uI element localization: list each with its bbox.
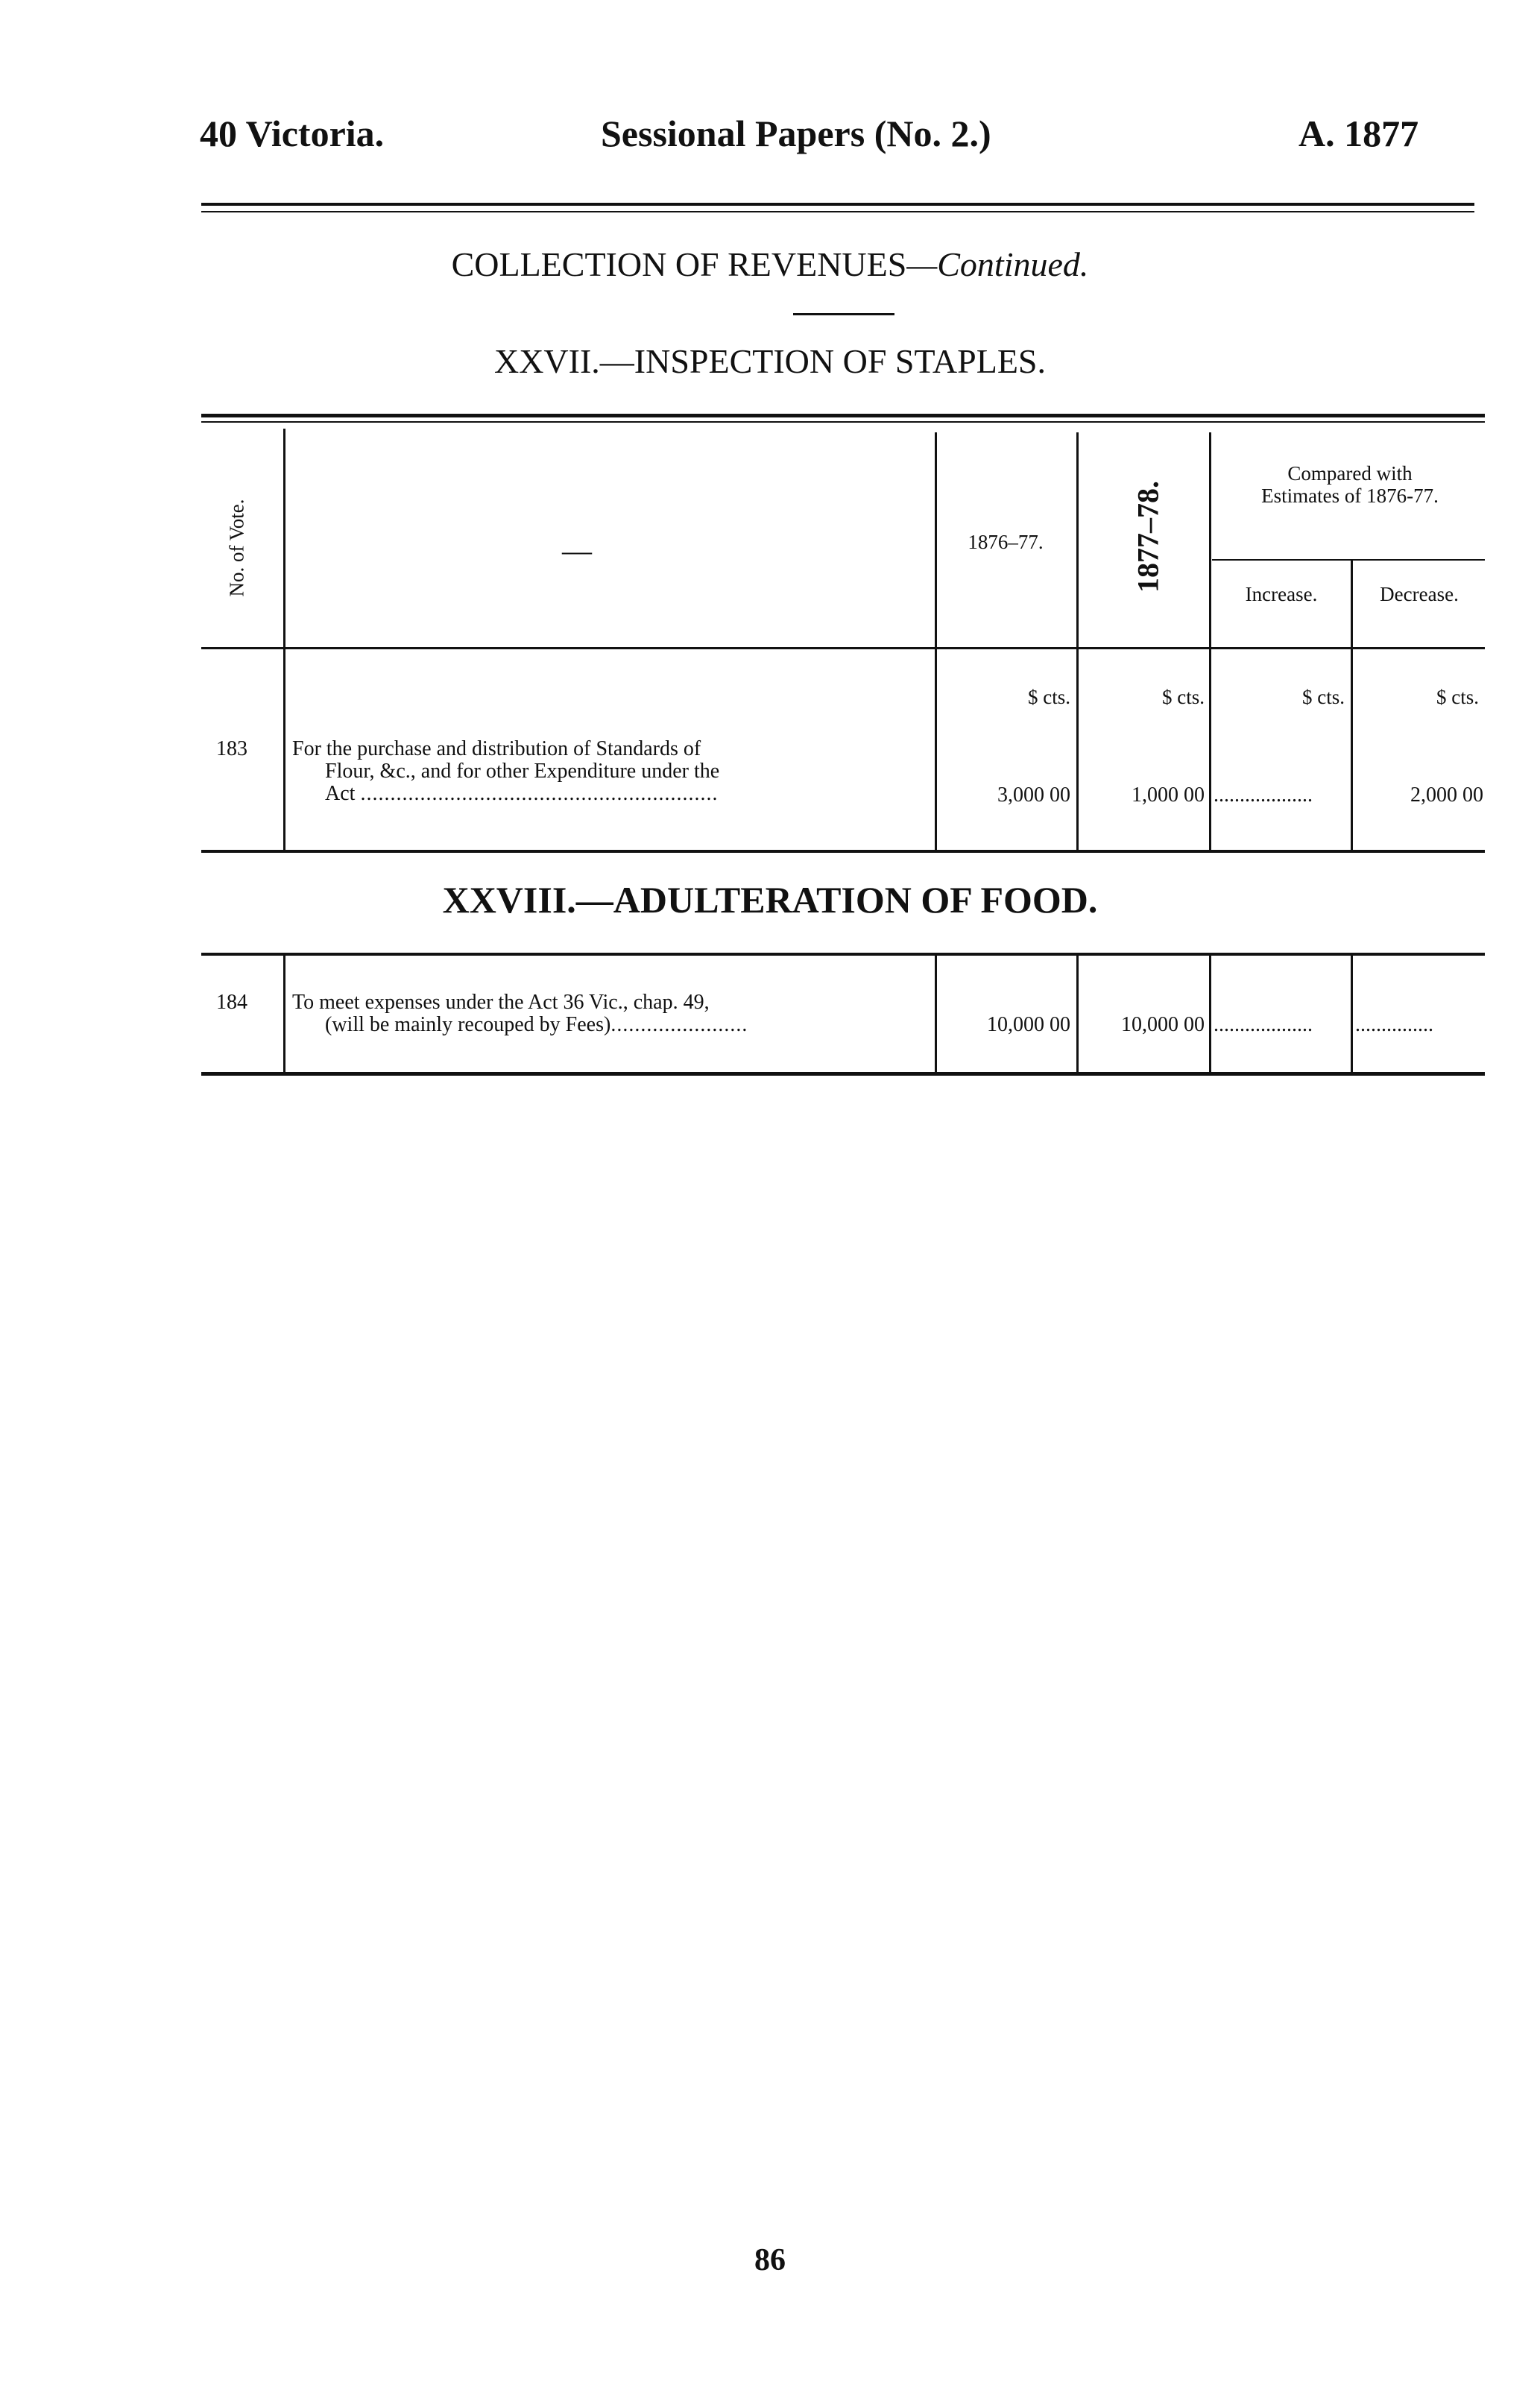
dot-leader: ............................................................ (360, 783, 719, 805)
page-number: 86 (754, 2243, 786, 2277)
unit-decrease: $ cts. (1436, 686, 1479, 708)
unit-increase: $ cts. (1302, 686, 1345, 708)
vote-number-header (222, 462, 252, 634)
year-prev-header: 1876–77. (968, 531, 1044, 553)
year-current-label: 1877–78. (1131, 481, 1165, 593)
row-184-text: (will be mainly recouped by Fees) (325, 1014, 611, 1036)
year-current-header (1111, 455, 1185, 619)
row-183-decrease: 2,000 00 (1410, 783, 1483, 807)
vote-number-header-label: No. of Vote. (225, 499, 248, 597)
decrease-header: Decrease. (1380, 583, 1459, 605)
table2-col-line (1351, 956, 1353, 1072)
row-183-line-3 (292, 783, 930, 805)
row-184-description (292, 991, 930, 1036)
section-title-food: XXVIII.—ADULTERATION OF FOOD. (442, 879, 1098, 921)
table2-col-line (1076, 956, 1079, 1072)
header-rule-thin (201, 211, 1474, 212)
row-183-description (292, 738, 930, 805)
header-session: 40 Victoria. (200, 113, 385, 154)
compared-line-1: Compared with (1287, 462, 1413, 485)
dot-leader: ....................... (610, 1014, 748, 1036)
row-183-curr-amount: 1,000 00 (1132, 783, 1205, 807)
table2-bottom-rule (201, 1072, 1485, 1076)
row-184-prev-amount: 10,000 00 (987, 1013, 1070, 1036)
row-184-increase: ................... (1214, 1014, 1313, 1036)
heading-separator (793, 313, 894, 315)
compared-under-rule (1212, 559, 1485, 561)
compared-header (1212, 462, 1488, 507)
row-184-curr-amount: 10,000 00 (1121, 1013, 1205, 1036)
increase-header: Increase. (1245, 583, 1318, 605)
compared-line-2: Estimates of 1876-77. (1261, 485, 1439, 507)
section-title-staples: XXVII.—INSPECTION OF STAPLES. (493, 342, 1047, 380)
table1-col-line (1076, 432, 1079, 850)
table1-top-rule (201, 414, 1485, 417)
table2-top-rule (201, 953, 1485, 956)
table1-bottom-rule (201, 850, 1485, 853)
header-title: Sessional Papers (No. 2.) (601, 113, 991, 154)
table1-col-line (283, 429, 285, 850)
row-184-line-2 (292, 1014, 930, 1036)
table1-top-rule-thin (201, 421, 1485, 423)
header-year: A. 1877 (1298, 113, 1419, 154)
unit-curr: $ cts. (1162, 686, 1205, 708)
vote-number-184: 184 (216, 991, 247, 1014)
header-rule-thick (201, 203, 1474, 206)
table1-header-rule (201, 647, 1485, 649)
collection-heading: COLLECTION OF REVENUES—Continued. (451, 245, 1089, 283)
unit-prev: $ cts. (1028, 686, 1070, 708)
row-184-decrease: ............... (1355, 1014, 1433, 1036)
row-183-line-2: Flour, &c., and for other Expenditure under the (325, 760, 720, 783)
row-183-line-1: For the purchase and distribution of Standards of (292, 737, 701, 760)
table2-col-line (283, 956, 285, 1072)
row-183-prev-amount: 3,000 00 (997, 783, 1070, 807)
description-header-dash: — (562, 534, 592, 567)
table1-col-line (935, 432, 937, 850)
vote-number-183: 183 (216, 737, 247, 760)
table1-col-line (1209, 432, 1211, 850)
row-184-line-1: To meet expenses under the Act 36 Vic., chap. 49, (292, 991, 710, 1014)
table2-col-line (1209, 956, 1211, 1072)
row-183-act: Act (325, 783, 356, 805)
row-183-increase: ................... (1214, 784, 1313, 807)
table2-col-line (935, 956, 937, 1072)
